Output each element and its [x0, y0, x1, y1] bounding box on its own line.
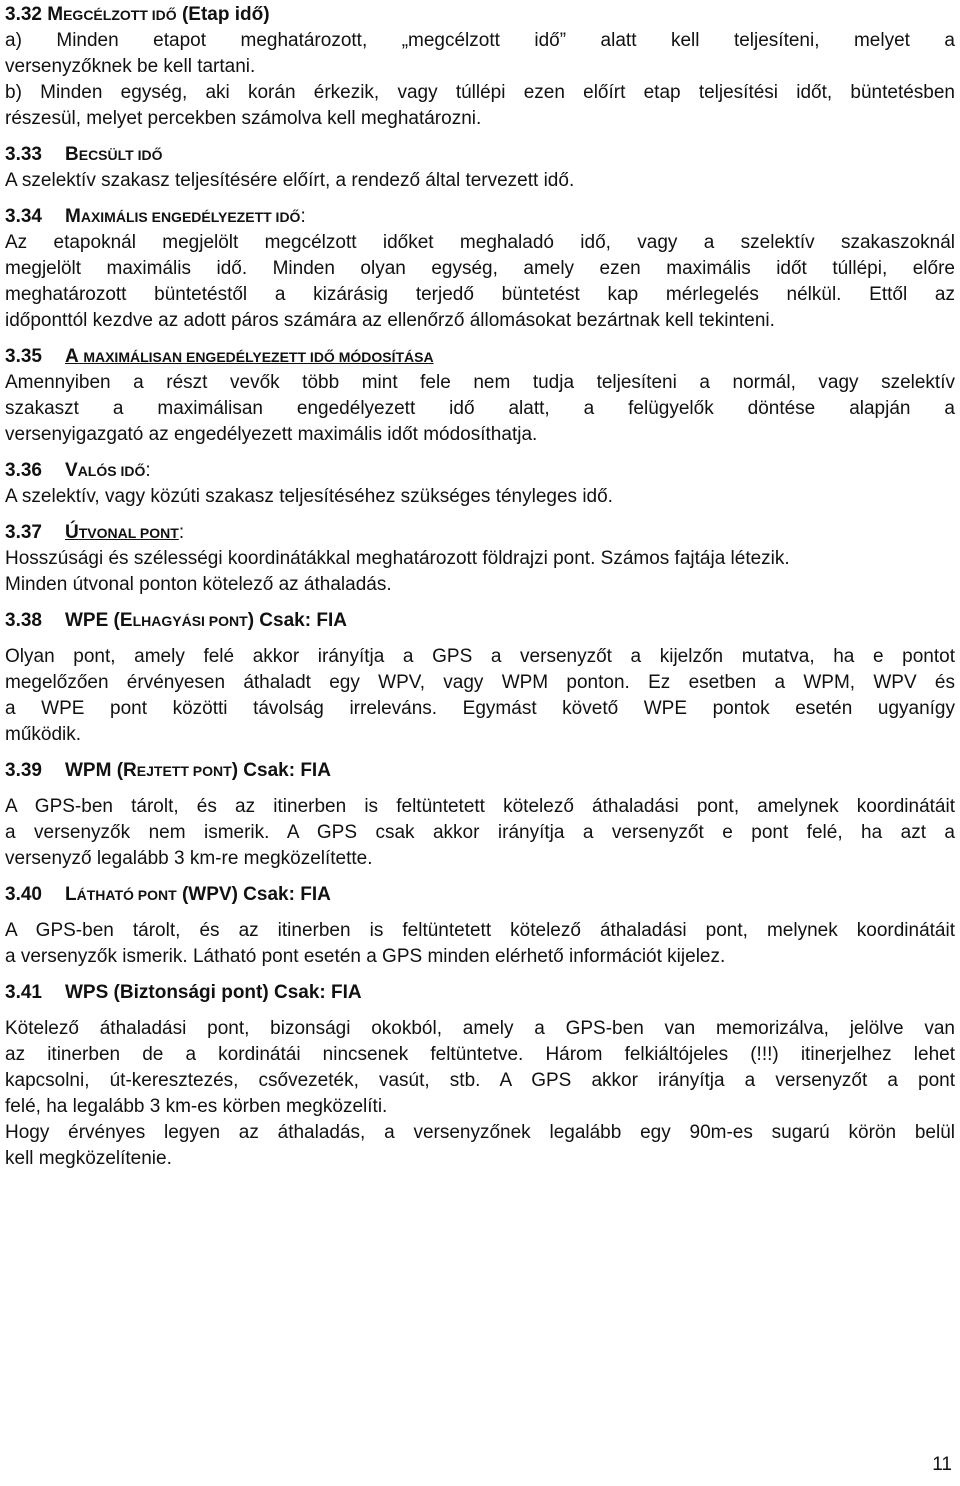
section-number: 3.38 — [5, 610, 42, 631]
paragraph-line: A GPS-ben tárolt, és az itinerben is feltüntetett kötelező áthaladási pont, amelynek koordinátáit — [5, 796, 955, 817]
heading-3-40: 3.40 LÁTHATÓ PONT (WPV) Csak: FIA — [5, 882, 955, 908]
paragraph-line: A szelektív, vagy közúti szakasz teljesítéséhez szükséges tényleges idő. — [5, 486, 613, 507]
section-number: 3.40 — [5, 884, 42, 905]
heading-3-34: 3.34 MAXIMÁLIS ENGEDÉLYEZETT IDŐ: — [5, 204, 955, 230]
paragraph-line: a versenyzők nem ismerik. A GPS csak akkor irányítja a versenyzőt e pont felé, ha azt a — [5, 822, 955, 843]
section-number: 3.39 — [5, 760, 42, 781]
paragraph-line: Az etapoknál megjelölt megcélzott időket meghaladó idő, vagy a szelektív szakaszoknál — [5, 232, 955, 253]
heading-3-37: 3.37 ÚTVONAL PONT: — [5, 520, 955, 546]
paragraph-line: meghatározott büntetéstől a kizárásig terjedő büntetést kap mérlegelés nélkül. Ettől az — [5, 284, 955, 305]
section-number: 3.32 — [5, 4, 42, 25]
heading-3-39: 3.39 WPM (REJTETT PONT) Csak: FIA — [5, 758, 955, 784]
section-number: 3.41 — [5, 982, 42, 1003]
paragraph-line: Hogy érvényes legyen az áthaladás, a versenyzőnek legalább egy 90m-es sugarú körön belül — [5, 1122, 955, 1143]
section-number: 3.35 — [5, 346, 42, 367]
paragraph-line: a WPE pont közötti távolság irreleváns. Egymást követő WPE pontok esetén ugyanígy — [5, 698, 955, 719]
section-number: 3.36 — [5, 460, 42, 481]
heading-title: ÚTVONAL PONT — [65, 522, 179, 543]
heading-3-36: 3.36 VALÓS IDŐ: — [5, 458, 955, 484]
paragraph-line: Amennyiben a részt vevők több mint fele nem tudja teljesíteni a normál, vagy szelektív — [5, 372, 955, 393]
paragraph-line: részesül, melyet percekben számolva kell meghatározni. — [5, 108, 482, 129]
section-number: 3.33 — [5, 144, 42, 165]
paragraph-line: versenyző legalább 3 km-re megközelítette. — [5, 848, 373, 869]
paragraph-line: Hosszúsági és szélességi koordinátákkal meghatározott földrajzi pont. Számos fajtája létezik. — [5, 548, 790, 569]
paragraph-line: Minden útvonal ponton kötelező az áthaladás. — [5, 574, 392, 595]
paragraph-line: kapcsolni, út-keresztezés, csővezeték, vasút, stb. A GPS akkor irányítja a versenyzőt a pont — [5, 1070, 955, 1091]
paragraph-line: megelőzően érvényesen áthaladt egy WPV, vagy WPM ponton. Ez esetben a WPM, WPV és — [5, 672, 955, 693]
heading-suffix: (Etap idő) — [181, 4, 270, 25]
paragraph-line: megjelölt maximális idő. Minden olyan egység, amely ezen maximális időt túllépi, előre — [5, 258, 955, 279]
paragraph-line: a versenyzők ismerik. Látható pont esetén a GPS minden elérhető információt kijelez. — [5, 946, 726, 967]
document-page — [5, 2, 955, 1172]
paragraph-line: versenyigazgató az engedélyezett maximális időt módosíthatja. — [5, 424, 538, 445]
section-number: 3.37 — [5, 522, 42, 543]
page-number: 11 — [932, 1454, 952, 1475]
paragraph-line: kell megközelítenie. — [5, 1148, 172, 1169]
heading-3-38: 3.38 WPE (ELHAGYÁSI PONT) Csak: FIA — [5, 608, 955, 634]
paragraph-line: szakaszt a maximálisan engedélyezett idő alatt, a felügyelők döntése alapján a — [5, 398, 955, 419]
section-number: 3.34 — [5, 206, 42, 227]
heading-title: WPS (Biztonsági pont) Csak: FIA — [65, 982, 362, 1003]
heading-3-32 — [5, 2, 955, 28]
heading-3-33: 3.33 BECSÜLT IDŐ — [5, 142, 955, 168]
heading-3-41 — [5, 980, 955, 1006]
paragraph-line: b) Minden egység, aki korán érkezik, vagy túllépi ezen előírt etap teljesítési időt, büntetésben — [5, 82, 955, 103]
paragraph-line: időponttól kezdve az adott páros számára az ellenőrző állomásokat bezártnak kell tekinteni. — [5, 310, 775, 331]
heading-title: A MAXIMÁLISAN ENGEDÉLYEZETT IDŐ MÓDOSÍTÁSA — [65, 346, 434, 367]
heading-title: MEGCÉLZOTT IDŐ — [47, 4, 177, 25]
paragraph-line: A GPS-ben tárolt, és az itinerben is feltüntetett kötelező áthaladási pont, melynek koordinátáit — [5, 920, 955, 941]
heading-3-35 — [5, 344, 955, 370]
paragraph-line: az itinerben de a kordinátái nincsenek feltüntetve. Három felkiáltójeles (!!!) itinerjelhez lehet — [5, 1044, 955, 1065]
paragraph-line: működik. — [5, 724, 82, 745]
paragraph-line: felé, ha legalább 3 km-es körben megközelíti. — [5, 1096, 388, 1117]
paragraph-line: versenyzőknek be kell tartani. — [5, 56, 256, 77]
paragraph-line: Kötelező áthaladási pont, bizonsági okokból, amely a GPS-ben van memorizálva, jelölve van — [5, 1018, 955, 1039]
paragraph-line: a) Minden etapot meghatározott, „megcélzott idő” alatt kell teljesíteni, melyet a — [5, 30, 955, 51]
paragraph-line: Olyan pont, amely felé akkor irányítja a GPS a versenyzőt a kijelzőn mutatva, ha e pontot — [5, 646, 955, 667]
paragraph-line: A szelektív szakasz teljesítésére előírt, a rendező által tervezett idő. — [5, 170, 575, 191]
